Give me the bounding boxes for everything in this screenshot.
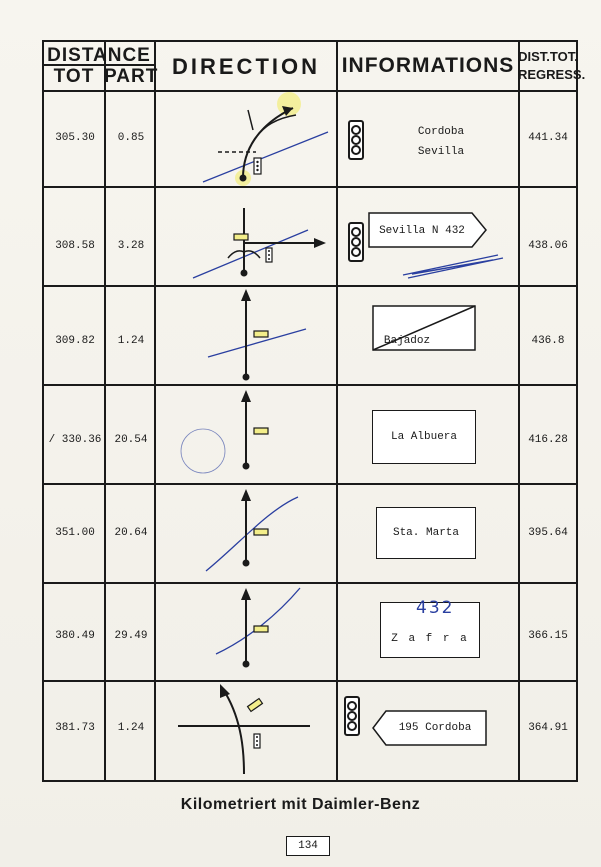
town-sign: Sta. Marta xyxy=(376,507,476,559)
header-dist-tot: DIST.TOT. xyxy=(518,49,578,64)
pen-scribble xyxy=(398,250,508,280)
table-row xyxy=(44,485,576,582)
cell-distance-regress: 441.34 xyxy=(528,132,568,144)
cell-distance-total: 380.49 xyxy=(55,630,95,642)
info-cell xyxy=(338,386,518,483)
cell-distance-total: 309.82 xyxy=(55,335,95,347)
traffic-light-icon xyxy=(348,222,364,262)
header-regress: REGRESS. xyxy=(518,67,586,82)
table-row xyxy=(44,682,576,780)
cell-distance-regress: 416.28 xyxy=(528,434,568,446)
page-number: 134 xyxy=(286,836,330,856)
sign-label: Sevilla N 432 xyxy=(379,225,465,237)
cell-distance-total: 305.30 xyxy=(55,132,95,144)
cell-distance-total: / 330.36 xyxy=(48,434,102,446)
tulip-diagram xyxy=(158,188,336,285)
cell-distance-partial: 20.64 xyxy=(114,527,148,539)
header-distance: DISTANCE xyxy=(47,45,151,66)
table-row xyxy=(44,584,576,680)
roadbook-table xyxy=(42,40,586,782)
header-part: PART xyxy=(104,66,159,87)
handwritten-note: 432 xyxy=(416,598,455,618)
town-sign: Z a f r a xyxy=(380,602,480,658)
table-row xyxy=(44,188,576,285)
table-row xyxy=(44,90,576,186)
header-direction: DIRECTION xyxy=(172,54,320,79)
cell-distance-regress: 436.8 xyxy=(531,335,565,347)
town-sign: La Albuera xyxy=(372,410,476,464)
header-subdivider xyxy=(44,64,154,66)
info-cell xyxy=(338,287,518,384)
cell-distance-partial: 3.28 xyxy=(117,240,145,252)
header-informations: INFORMATIONS xyxy=(341,54,515,77)
traffic-light-icon xyxy=(348,120,364,160)
footer-title: Kilometriert mit Daimler-Benz xyxy=(180,796,421,813)
tulip-diagram xyxy=(158,386,336,483)
cell-distance-regress: 438.06 xyxy=(528,240,568,252)
table-row xyxy=(44,287,576,384)
cell-distance-regress: 364.91 xyxy=(528,722,568,734)
header-tot: TOT xyxy=(53,66,95,87)
info-cell xyxy=(338,485,518,582)
cell-distance-partial: 1.24 xyxy=(117,335,145,347)
info-text-line: Sevilla xyxy=(417,146,465,158)
cell-distance-partial: 29.49 xyxy=(114,630,148,642)
tulip-diagram xyxy=(158,584,336,680)
table-header xyxy=(44,42,586,92)
cell-distance-total: 308.58 xyxy=(55,240,95,252)
cell-distance-total: 351.00 xyxy=(55,527,95,539)
sign-label: Bajadoz xyxy=(383,335,431,347)
sign-label: 195 Cordoba xyxy=(398,722,472,734)
table-row xyxy=(44,386,576,483)
cell-distance-partial: 0.85 xyxy=(117,132,145,144)
tulip-diagram xyxy=(158,485,336,582)
tulip-diagram xyxy=(158,682,336,780)
info-cell xyxy=(338,682,518,780)
cell-distance-partial: 1.24 xyxy=(117,722,145,734)
tulip-diagram xyxy=(158,90,336,186)
tulip-diagram xyxy=(158,287,336,384)
info-text-line: Cordoba xyxy=(417,126,465,138)
traffic-light-icon xyxy=(344,696,360,736)
info-cell xyxy=(338,584,518,680)
cell-distance-regress: 366.15 xyxy=(528,630,568,642)
cell-distance-total: 381.73 xyxy=(55,722,95,734)
info-cell xyxy=(338,90,518,186)
info-cell xyxy=(338,188,518,285)
cell-distance-partial: 20.54 xyxy=(114,434,148,446)
header-dist-tot-regress xyxy=(518,48,586,84)
cell-distance-regress: 395.64 xyxy=(528,527,568,539)
